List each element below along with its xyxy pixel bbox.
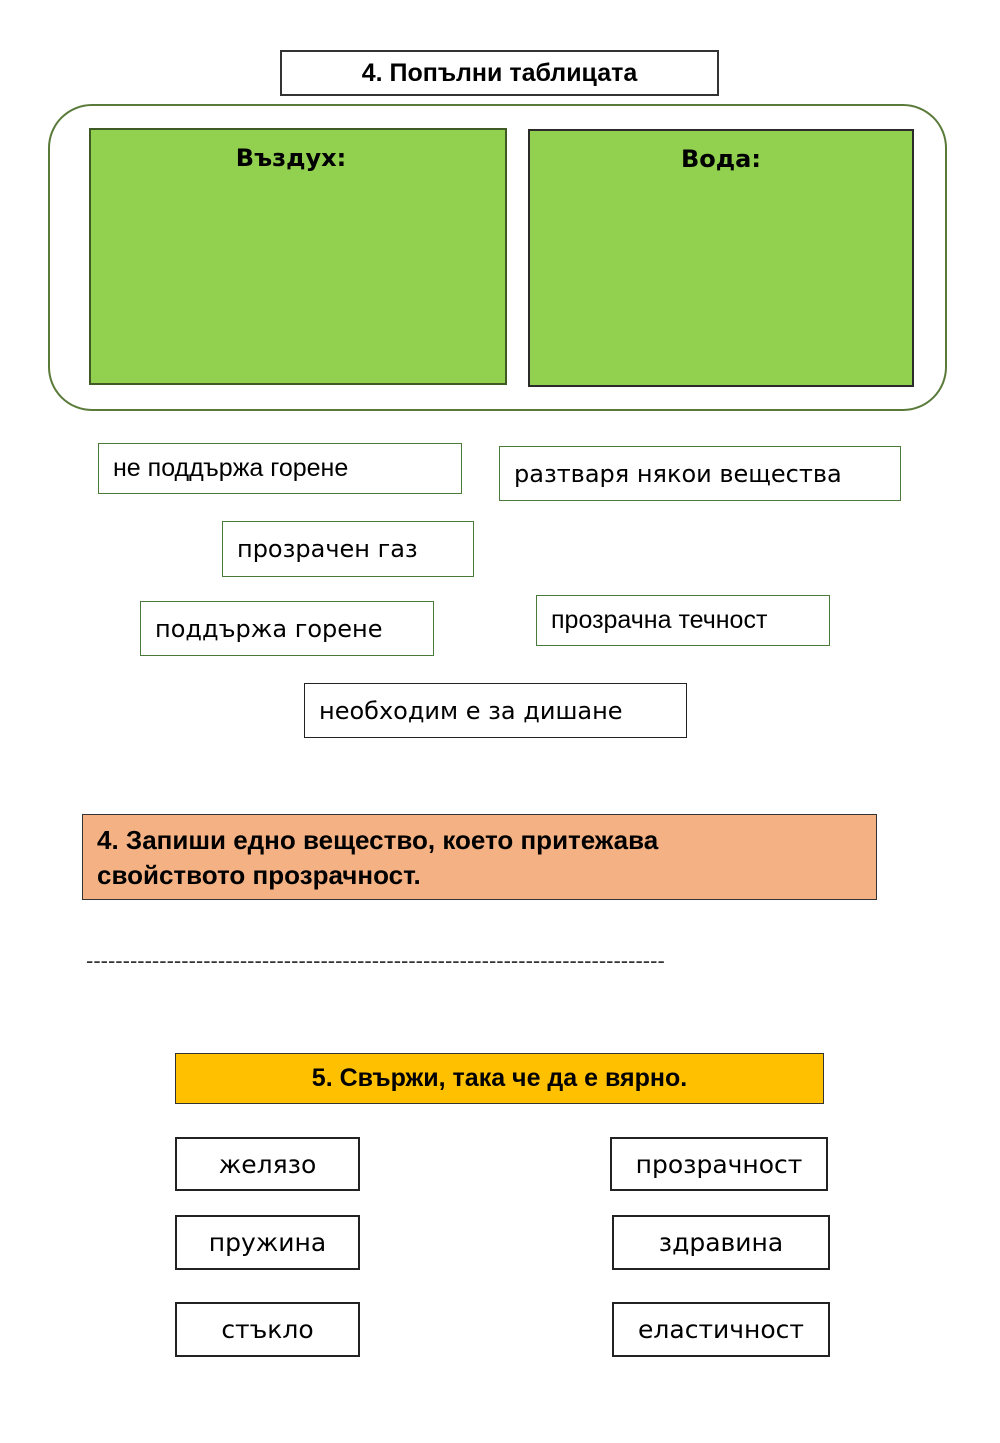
match-left-glass[interactable]: стъкло xyxy=(175,1302,360,1357)
chip-dissolves-substances[interactable]: разтваря някои вещества xyxy=(499,446,901,501)
air-column-label: Въздух: xyxy=(235,144,347,172)
water-drop-zone[interactable] xyxy=(528,129,914,387)
chip-needed-for-breathing[interactable]: необходим е за дишане xyxy=(304,683,687,738)
task4-line2: свойството прозрачност. xyxy=(97,860,421,890)
air-drop-zone[interactable] xyxy=(89,128,507,385)
task5-instruction: 5. Свържи, така че да е вярно. xyxy=(175,1053,824,1104)
match-left-iron[interactable]: желязо xyxy=(175,1137,360,1191)
chip-transparent-liquid[interactable]: прозрачна течност xyxy=(536,595,830,646)
page-title: 4. Попълни таблицата xyxy=(280,50,719,96)
answer-line[interactable]: ------------------------------------------------------------------------------- xyxy=(86,948,665,973)
match-right-elasticity[interactable]: еластичност xyxy=(612,1302,830,1357)
chip-supports-combustion[interactable]: поддържа горене xyxy=(140,601,434,656)
task4-line1: 4. Запиши едно вещество, което притежава xyxy=(97,825,659,855)
chip-no-combustion[interactable]: не поддържа горене xyxy=(98,443,462,494)
match-right-strength[interactable]: здравина xyxy=(612,1215,830,1270)
task4-instruction xyxy=(82,814,877,900)
match-right-transparency[interactable]: прозрачност xyxy=(610,1137,828,1191)
match-left-spring[interactable]: пружина xyxy=(175,1215,360,1270)
water-column-label: Вода: xyxy=(681,145,761,173)
chip-transparent-gas[interactable]: прозрачен газ xyxy=(222,521,474,577)
